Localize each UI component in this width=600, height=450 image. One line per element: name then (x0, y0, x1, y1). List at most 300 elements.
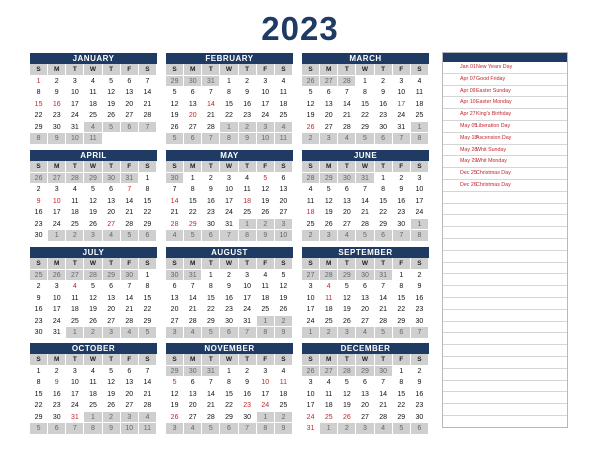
weekday-label: M (320, 258, 338, 270)
weekday-label: W (84, 64, 102, 76)
holiday-date (443, 298, 474, 309)
day-cell: 31 (48, 327, 66, 339)
day-cell: 27 (356, 316, 374, 328)
holiday-name (474, 227, 476, 238)
holiday-date: May 18 (460, 134, 478, 141)
holiday-date (443, 239, 474, 250)
holiday-row (443, 322, 567, 334)
holiday-name (474, 333, 476, 344)
day-cell: 8 (393, 281, 411, 293)
day-cell: 27 (166, 316, 184, 328)
day-cell: 26 (275, 304, 293, 316)
adjacent-month-day: 9 (103, 423, 121, 435)
day-cell: 24 (411, 207, 429, 219)
day-cell: 9 (48, 87, 66, 99)
day-cell: 26 (302, 122, 320, 134)
holiday-row (443, 239, 567, 251)
day-cell: 6 (103, 281, 121, 293)
day-cell: 1 (139, 173, 157, 185)
weekday-label: M (48, 64, 66, 76)
day-cell: 18 (239, 196, 257, 208)
adjacent-month-day: 8 (411, 133, 429, 145)
weekday-label: S (275, 354, 293, 366)
day-cell: 17 (66, 99, 84, 111)
adjacent-month-day: 7 (139, 122, 157, 134)
adjacent-month-day: 1 (320, 423, 338, 435)
day-cell: 3 (257, 76, 275, 88)
day-cell: 10 (66, 377, 84, 389)
day-cell: 9 (239, 377, 257, 389)
day-cell: 4 (239, 173, 257, 185)
month-name: AUGUST (166, 247, 293, 258)
month-days-grid (166, 161, 293, 242)
adjacent-month-day: 4 (84, 122, 102, 134)
day-cell: 27 (184, 412, 202, 424)
day-cell: 8 (139, 281, 157, 293)
day-cell: 10 (411, 184, 429, 196)
day-cell: 21 (184, 304, 202, 316)
adjacent-month-day: 30 (356, 270, 374, 282)
adjacent-month-day: 3 (166, 327, 184, 339)
day-cell: 16 (202, 196, 220, 208)
day-cell: 12 (302, 99, 320, 111)
day-cell: 23 (239, 400, 257, 412)
day-cell: 9 (375, 87, 393, 99)
weekday-label: T (375, 64, 393, 76)
adjacent-month-day: 4 (375, 423, 393, 435)
day-cell: 21 (202, 110, 220, 122)
day-cell: 11 (411, 87, 429, 99)
adjacent-month-day: 2 (275, 316, 293, 328)
month-days-grid (30, 161, 157, 242)
day-cell: 7 (375, 377, 393, 389)
day-cell: 19 (84, 304, 102, 316)
day-cell: 26 (84, 219, 102, 231)
weekday-label: S (302, 64, 320, 76)
adjacent-month-day: 1 (84, 412, 102, 424)
day-cell: 24 (393, 110, 411, 122)
day-cell: 10 (239, 281, 257, 293)
day-cell: 3 (239, 270, 257, 282)
day-cell: 24 (302, 412, 320, 424)
weekday-label: T (338, 258, 356, 270)
day-cell: 3 (302, 281, 320, 293)
adjacent-month-day: 30 (184, 76, 202, 88)
day-cell: 17 (48, 207, 66, 219)
day-cell: 8 (356, 87, 374, 99)
weekday-label: M (320, 354, 338, 366)
weekday-label: W (220, 64, 238, 76)
month-name: MARCH (302, 53, 429, 64)
day-cell: 23 (393, 207, 411, 219)
adjacent-month-day: 29 (166, 76, 184, 88)
day-cell: 11 (66, 293, 84, 305)
day-cell: 30 (48, 412, 66, 424)
adjacent-month-day: 1 (66, 327, 84, 339)
day-cell: 28 (121, 316, 139, 328)
month-days-grid (302, 161, 429, 242)
day-cell: 1 (220, 366, 238, 378)
adjacent-month-day: 6 (411, 423, 429, 435)
weekday-label: M (184, 161, 202, 173)
day-cell: 1 (184, 173, 202, 185)
day-cell: 6 (184, 377, 202, 389)
weekday-label: M (320, 64, 338, 76)
day-cell: 14 (338, 99, 356, 111)
day-cell: 15 (220, 389, 238, 401)
day-cell: 19 (302, 110, 320, 122)
day-cell: 24 (257, 110, 275, 122)
day-cell: 21 (375, 400, 393, 412)
day-cell: 3 (411, 173, 429, 185)
weekday-label: F (393, 161, 411, 173)
holiday-name: Liberation Day (476, 122, 511, 129)
adjacent-month-day: 3 (320, 133, 338, 145)
holiday-name (474, 392, 476, 403)
adjacent-month-day: 7 (202, 133, 220, 145)
day-cell: 31 (66, 122, 84, 134)
adjacent-month-day: 6 (184, 133, 202, 145)
holiday-name (474, 357, 476, 368)
adjacent-month-day: 31 (202, 366, 220, 378)
adjacent-month-day: 29 (166, 366, 184, 378)
day-cell: 30 (30, 327, 48, 339)
day-cell: 8 (220, 87, 238, 99)
month-name: NOVEMBER (166, 343, 293, 354)
adjacent-month-day: 1 (257, 412, 275, 424)
weekday-label: F (257, 258, 275, 270)
day-cell: 11 (275, 87, 293, 99)
day-cell: 20 (121, 389, 139, 401)
holiday-name (474, 274, 476, 285)
adjacent-month-day: 4 (184, 327, 202, 339)
day-cell: 12 (338, 389, 356, 401)
holiday-date: Apr 10 (460, 99, 476, 106)
weekday-label: W (84, 161, 102, 173)
day-cell: 14 (375, 389, 393, 401)
holiday-name (474, 322, 476, 333)
day-cell: 14 (121, 293, 139, 305)
day-cell: 5 (338, 281, 356, 293)
day-cell: 30 (393, 219, 411, 231)
holiday-name (474, 381, 476, 392)
holiday-row (443, 168, 567, 180)
weekday-label: M (184, 258, 202, 270)
day-cell: 25 (320, 316, 338, 328)
adjacent-month-day: 7 (239, 327, 257, 339)
adjacent-month-day: 27 (320, 366, 338, 378)
day-cell: 5 (275, 270, 293, 282)
adjacent-month-day: 26 (48, 270, 66, 282)
day-cell: 19 (338, 400, 356, 412)
adjacent-month-day: 29 (103, 270, 121, 282)
holiday-name (474, 239, 476, 250)
day-cell: 22 (375, 207, 393, 219)
day-cell: 29 (356, 122, 374, 134)
holiday-name: Good Friday (476, 75, 506, 82)
day-cell: 22 (30, 110, 48, 122)
adjacent-month-day: 7 (220, 230, 238, 242)
day-cell: 15 (139, 293, 157, 305)
day-cell: 4 (257, 270, 275, 282)
day-cell: 25 (302, 219, 320, 231)
day-cell: 28 (356, 219, 374, 231)
day-cell: 8 (393, 377, 411, 389)
day-cell: 4 (302, 184, 320, 196)
month-days-grid (166, 354, 293, 435)
day-cell: 1 (375, 173, 393, 185)
weekday-label: M (48, 258, 66, 270)
day-cell: 14 (184, 293, 202, 305)
day-cell: 3 (66, 366, 84, 378)
day-cell: 19 (320, 207, 338, 219)
day-cell: 26 (338, 412, 356, 424)
day-cell: 25 (66, 316, 84, 328)
day-cell: 9 (393, 184, 411, 196)
day-cell: 7 (121, 281, 139, 293)
day-cell: 19 (338, 304, 356, 316)
day-cell: 16 (411, 389, 429, 401)
month-august (166, 247, 293, 339)
day-cell: 8 (184, 184, 202, 196)
holiday-row (443, 156, 567, 168)
holiday-date (443, 204, 474, 215)
day-cell: 14 (202, 389, 220, 401)
weekday-label: M (320, 161, 338, 173)
adjacent-month-day: 3 (320, 230, 338, 242)
day-cell: 28 (139, 110, 157, 122)
month-days-grid (30, 258, 157, 339)
day-cell: 6 (356, 281, 374, 293)
holiday-name: Christmas Day (476, 181, 511, 188)
day-cell: 11 (239, 184, 257, 196)
month-name: JULY (30, 247, 157, 258)
day-cell: 3 (48, 281, 66, 293)
day-cell: 24 (66, 400, 84, 412)
day-cell: 11 (275, 377, 293, 389)
weekday-label: S (411, 354, 429, 366)
holiday-row (443, 310, 567, 322)
adjacent-month-day: 11 (275, 133, 293, 145)
day-cell: 17 (302, 304, 320, 316)
adjacent-month-day: 3 (84, 230, 102, 242)
adjacent-month-day: 2 (320, 327, 338, 339)
day-cell: 30 (411, 316, 429, 328)
weekday-label: S (30, 258, 48, 270)
day-cell: 5 (166, 377, 184, 389)
weekday-label: T (239, 258, 257, 270)
day-cell: 30 (202, 219, 220, 231)
holiday-date (443, 392, 474, 403)
day-cell: 9 (202, 184, 220, 196)
day-cell: 7 (202, 377, 220, 389)
day-cell: 7 (356, 184, 374, 196)
day-cell: 24 (302, 316, 320, 328)
weekday-label: F (121, 354, 139, 366)
holiday-row (443, 404, 567, 416)
day-cell: 22 (393, 400, 411, 412)
day-cell: 14 (139, 87, 157, 99)
day-cell: 7 (375, 281, 393, 293)
holiday-date (443, 227, 474, 238)
adjacent-month-day: 8 (411, 230, 429, 242)
holiday-name (474, 404, 476, 415)
holiday-name (474, 215, 476, 226)
day-cell: 9 (411, 377, 429, 389)
holiday-date (443, 404, 474, 415)
day-cell: 25 (66, 219, 84, 231)
day-cell: 25 (275, 110, 293, 122)
adjacent-month-day: 28 (338, 366, 356, 378)
holiday-list (442, 52, 568, 428)
day-cell: 24 (48, 219, 66, 231)
day-cell: 29 (30, 412, 48, 424)
adjacent-month-day: 1 (411, 219, 429, 231)
weekday-label: T (338, 64, 356, 76)
holiday-date: Apr 27 (460, 111, 476, 118)
day-cell: 26 (320, 219, 338, 231)
weekday-label: S (30, 64, 48, 76)
holiday-date (443, 381, 474, 392)
day-cell: 2 (202, 173, 220, 185)
adjacent-month-day: 4 (356, 327, 374, 339)
adjacent-month-day: 5 (202, 327, 220, 339)
adjacent-month-day: 1 (48, 230, 66, 242)
holiday-row (443, 86, 567, 98)
day-cell: 22 (220, 400, 238, 412)
adjacent-month-day: 4 (139, 412, 157, 424)
adjacent-month-day: 6 (202, 230, 220, 242)
day-cell: 8 (30, 87, 48, 99)
day-cell: 11 (257, 281, 275, 293)
day-cell: 22 (220, 110, 238, 122)
day-cell: 2 (411, 366, 429, 378)
day-cell: 4 (66, 281, 84, 293)
holiday-date (443, 310, 474, 321)
day-cell: 6 (320, 87, 338, 99)
weekday-label: T (66, 161, 84, 173)
month-january (30, 53, 157, 145)
adjacent-month-day: 2 (302, 133, 320, 145)
day-cell: 16 (375, 99, 393, 111)
day-cell: 11 (320, 389, 338, 401)
day-cell: 25 (84, 110, 102, 122)
day-cell: 27 (356, 412, 374, 424)
adjacent-month-day: 2 (239, 122, 257, 134)
day-cell: 22 (393, 304, 411, 316)
day-cell: 17 (257, 99, 275, 111)
day-cell: 1 (139, 270, 157, 282)
day-cell: 28 (338, 122, 356, 134)
weekday-label: F (257, 64, 275, 76)
weekday-label: W (84, 354, 102, 366)
month-december (302, 343, 429, 435)
holiday-name: Whit Monday (476, 158, 507, 165)
day-cell: 19 (103, 389, 121, 401)
day-cell: 19 (84, 207, 102, 219)
adjacent-month-day: 7 (393, 230, 411, 242)
day-cell: 27 (275, 207, 293, 219)
holiday-date: Jan 01 (460, 64, 476, 70)
day-cell: 2 (375, 76, 393, 88)
weekday-label: T (103, 258, 121, 270)
day-cell: 23 (48, 110, 66, 122)
holiday-date: May 28 (460, 146, 478, 153)
holiday-date: Dec 26 (460, 181, 477, 188)
holiday-row (443, 121, 567, 133)
weekday-label: S (166, 64, 184, 76)
day-cell: 20 (103, 304, 121, 316)
day-cell: 6 (184, 87, 202, 99)
day-cell: 29 (139, 219, 157, 231)
holiday-name: Christmas Day (476, 170, 511, 177)
adjacent-month-day: 3 (275, 219, 293, 231)
day-cell: 15 (202, 293, 220, 305)
weekday-label: S (139, 64, 157, 76)
day-cell: 12 (103, 377, 121, 389)
adjacent-month-day: 9 (257, 230, 275, 242)
day-cell: 16 (30, 207, 48, 219)
day-cell: 28 (375, 316, 393, 328)
weekday-label: W (356, 161, 374, 173)
holiday-name: Whit Sunday (476, 146, 507, 153)
day-cell: 8 (30, 377, 48, 389)
month-name: MAY (166, 150, 293, 161)
month-name: SEPTEMBER (302, 247, 429, 258)
day-cell: 26 (338, 316, 356, 328)
adjacent-month-day: 5 (103, 122, 121, 134)
adjacent-month-day: 7 (393, 133, 411, 145)
holiday-row (443, 392, 567, 404)
day-cell: 29 (375, 219, 393, 231)
day-cell: 31 (239, 316, 257, 328)
weekday-label: S (302, 161, 320, 173)
day-cell: 17 (257, 389, 275, 401)
day-cell: 4 (275, 366, 293, 378)
month-april (30, 150, 157, 242)
day-cell: 12 (275, 281, 293, 293)
holiday-row (443, 145, 567, 157)
adjacent-month-day: 10 (66, 133, 84, 145)
adjacent-month-day: 1 (257, 316, 275, 328)
day-cell: 19 (103, 99, 121, 111)
holiday-name (474, 298, 476, 309)
adjacent-month-day: 6 (220, 327, 238, 339)
day-cell: 5 (302, 87, 320, 99)
day-cell: 5 (103, 366, 121, 378)
day-cell: 2 (220, 270, 238, 282)
day-cell: 27 (184, 122, 202, 134)
day-cell: 12 (103, 87, 121, 99)
day-cell: 11 (84, 377, 102, 389)
day-cell: 31 (220, 219, 238, 231)
month-name: JANUARY (30, 53, 157, 64)
day-cell: 4 (66, 184, 84, 196)
holiday-row (443, 381, 567, 393)
day-cell: 23 (30, 219, 48, 231)
day-cell: 20 (121, 99, 139, 111)
holiday-row (443, 251, 567, 263)
weekday-label: F (121, 64, 139, 76)
holiday-date: May 29 (460, 158, 478, 165)
day-cell: 14 (121, 196, 139, 208)
day-cell: 17 (393, 99, 411, 111)
day-cell: 13 (121, 377, 139, 389)
day-cell: 25 (411, 110, 429, 122)
day-cell: 3 (48, 184, 66, 196)
adjacent-month-day: 5 (356, 230, 374, 242)
holiday-date (443, 286, 474, 297)
